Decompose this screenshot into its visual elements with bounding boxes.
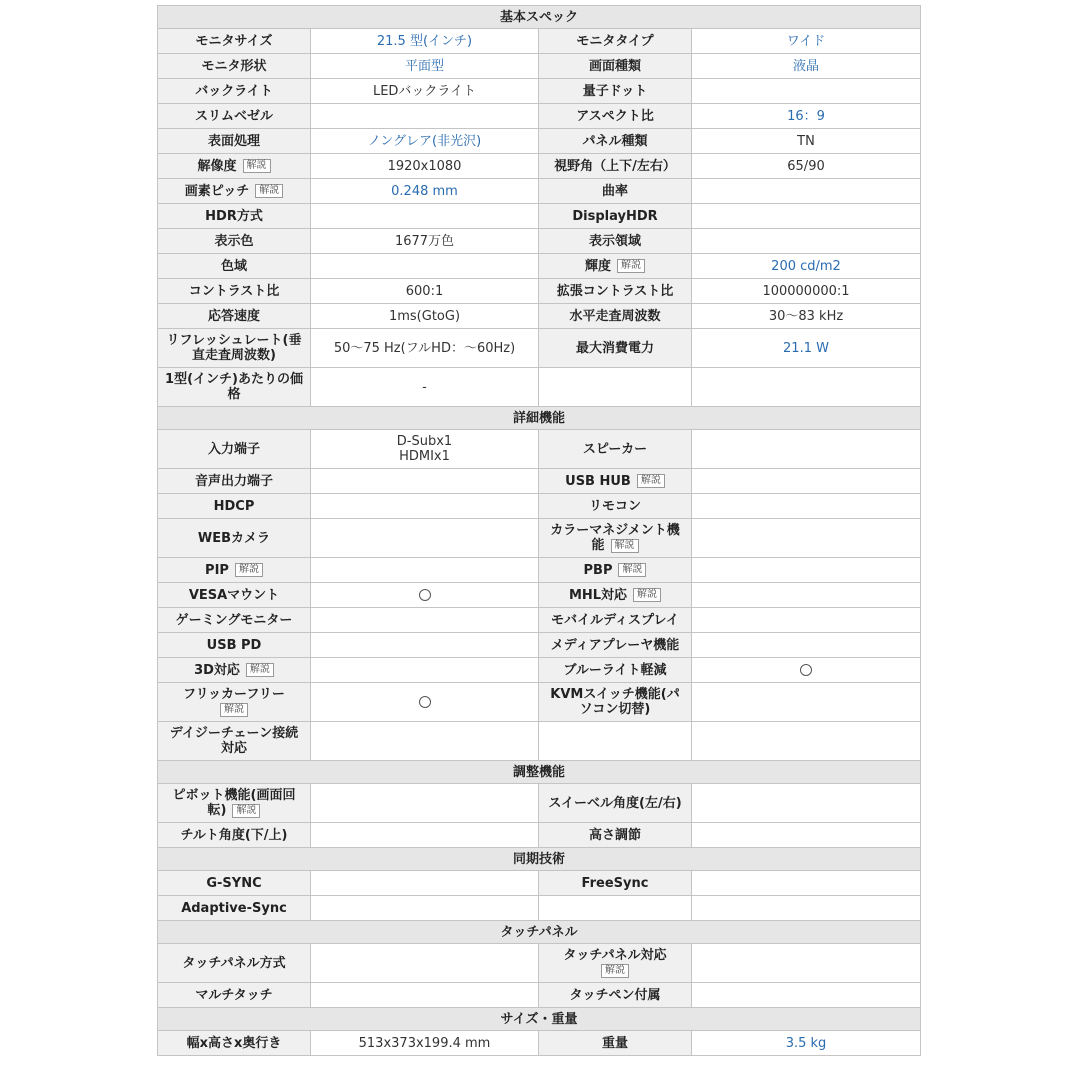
spec-value xyxy=(692,179,921,204)
label-text: 解像度 xyxy=(197,158,237,174)
spec-value xyxy=(311,469,539,494)
table-row xyxy=(158,129,921,154)
spec-label: チルト角度(下/上) xyxy=(158,823,311,848)
section-header-detail: 詳細機能 xyxy=(158,407,921,430)
label-text: PBP xyxy=(583,562,613,578)
table-row xyxy=(158,896,921,921)
weight-link[interactable]: 3.5 kg xyxy=(692,1031,921,1056)
spec-label: 幅x高さx奥行き xyxy=(158,1031,311,1056)
table-row xyxy=(158,658,921,683)
section-header-sync: 同期技術 xyxy=(158,848,921,871)
label-text: 輝度 xyxy=(584,258,611,274)
spec-value xyxy=(692,519,921,558)
section-header-adjust: 調整機能 xyxy=(158,761,921,784)
label-text: 格 xyxy=(227,387,241,402)
section-row-adjust xyxy=(158,761,921,784)
aspect-ratio-link[interactable]: 16：9 xyxy=(692,104,921,129)
table-row xyxy=(158,368,921,407)
spec-value: LEDバックライト xyxy=(311,79,539,104)
supported-circle-icon xyxy=(419,589,431,601)
spec-value xyxy=(692,944,921,983)
label-text: ピボット機能(画面回 xyxy=(172,788,296,803)
spec-label: 量子ドット xyxy=(539,79,692,104)
spec-value xyxy=(692,823,921,848)
spec-label: 画面種類 xyxy=(539,54,692,79)
spec-label: 視野角（上下/左右） xyxy=(539,154,692,179)
section-header-size: サイズ・重量 xyxy=(158,1008,921,1031)
spec-label: リモコン xyxy=(539,494,692,519)
spec-label: G-SYNC xyxy=(158,871,311,896)
spec-label: 最大消費電力 xyxy=(539,329,692,368)
spec-label: スピーカー xyxy=(539,430,692,469)
label-text: 転) xyxy=(207,803,227,818)
spec-label-pixel-pitch xyxy=(158,179,311,204)
explain-button[interactable]: 解説 xyxy=(601,964,629,978)
section-row-size xyxy=(158,1008,921,1031)
table-row xyxy=(158,722,921,761)
empty-cell xyxy=(692,722,921,761)
explain-button[interactable]: 解説 xyxy=(232,804,260,818)
spec-label: 音声出力端子 xyxy=(158,469,311,494)
spec-label: 表示領域 xyxy=(539,229,692,254)
table-row xyxy=(158,944,921,983)
spec-label: スリムベゼル xyxy=(158,104,311,129)
spec-value xyxy=(692,583,921,608)
spec-value xyxy=(692,494,921,519)
spec-value xyxy=(692,204,921,229)
spec-value xyxy=(311,104,539,129)
section-row-touch xyxy=(158,921,921,944)
spec-label: HDR方式 xyxy=(158,204,311,229)
empty-cell xyxy=(539,722,692,761)
table-row xyxy=(158,29,921,54)
explain-button[interactable]: 解説 xyxy=(633,588,661,602)
spec-value xyxy=(692,430,921,469)
spec-value: 600:1 xyxy=(311,279,539,304)
section-row-basic xyxy=(158,6,921,29)
spec-label: バックライト xyxy=(158,79,311,104)
vesa-value xyxy=(311,583,539,608)
spec-value xyxy=(311,658,539,683)
table-row xyxy=(158,784,921,823)
spec-label: HDCP xyxy=(158,494,311,519)
spec-value xyxy=(311,204,539,229)
spec-value xyxy=(692,79,921,104)
spec-value xyxy=(311,254,539,279)
bluelight-value xyxy=(692,658,921,683)
spec-value xyxy=(311,608,539,633)
spec-label: モニタタイプ xyxy=(539,29,692,54)
spec-label-color-mgmt xyxy=(539,519,692,558)
spec-value xyxy=(692,683,921,722)
spec-value: 30～83 kHz xyxy=(692,304,921,329)
label-text: デイジーチェーン接続 xyxy=(169,726,299,741)
spec-label: モニタサイズ xyxy=(158,29,311,54)
section-header-basic: 基本スペック xyxy=(158,6,921,29)
explain-button[interactable]: 解説 xyxy=(617,259,645,273)
spec-value: 1677万色 xyxy=(311,229,539,254)
spec-label: 重量 xyxy=(539,1031,692,1056)
spec-label: 表示色 xyxy=(158,229,311,254)
label-text: カラーマネジメント機 xyxy=(550,523,680,538)
spec-label: WEBカメラ xyxy=(158,519,311,558)
monitor-type-link[interactable]: ワイド xyxy=(692,29,921,54)
spec-value xyxy=(311,871,539,896)
input-ports-value xyxy=(311,430,539,469)
empty-cell xyxy=(692,896,921,921)
table-row xyxy=(158,558,921,583)
section-row-sync xyxy=(158,848,921,871)
spec-label-brightness xyxy=(539,254,692,279)
monitor-size-link[interactable]: 21.5 型(インチ) xyxy=(311,29,539,54)
brightness-link[interactable]: 200 cd/m2 xyxy=(692,254,921,279)
supported-circle-icon xyxy=(800,664,812,676)
table-row xyxy=(158,430,921,469)
spec-label: ゲーミングモニター xyxy=(158,608,311,633)
spec-value: 513x373x199.4 mm xyxy=(311,1031,539,1056)
spec-label-daisy xyxy=(158,722,311,761)
spec-label: 曲率 xyxy=(539,179,692,204)
spec-label: スイーベル角度(左/右) xyxy=(539,784,692,823)
table-row xyxy=(158,204,921,229)
table-row xyxy=(158,823,921,848)
label-text: 画素ピッチ xyxy=(184,183,250,199)
empty-cell xyxy=(539,896,692,921)
spec-value xyxy=(311,823,539,848)
table-row xyxy=(158,179,921,204)
supported-circle-icon xyxy=(419,696,431,708)
spec-label: コントラスト比 xyxy=(158,279,311,304)
table-row xyxy=(158,54,921,79)
spec-value xyxy=(311,519,539,558)
label-text: 1型(インチ)あたりの価 xyxy=(165,372,303,387)
spec-value: 65/90 xyxy=(692,154,921,179)
spec-label: 水平走査周波数 xyxy=(539,304,692,329)
spec-label: VESAマウント xyxy=(158,583,311,608)
spec-value xyxy=(311,983,539,1008)
table-row xyxy=(158,583,921,608)
power-link[interactable]: 21.1 W xyxy=(692,329,921,368)
input-port: D-Subx1 xyxy=(396,434,453,449)
spec-label: 表面処理 xyxy=(158,129,311,154)
spec-label-pbp xyxy=(539,558,692,583)
spec-label: アスペクト比 xyxy=(539,104,692,129)
table-row xyxy=(158,1031,921,1056)
label-text: タッチパネル対応 xyxy=(563,948,667,963)
empty-cell xyxy=(539,368,692,407)
monitor-shape-link[interactable]: 平面型 xyxy=(311,54,539,79)
label-text: 直走査周波数) xyxy=(192,348,276,363)
spec-label: USB PD xyxy=(158,633,311,658)
spec-value xyxy=(692,633,921,658)
spec-value xyxy=(311,944,539,983)
spec-value: - xyxy=(311,368,539,407)
screen-type-link[interactable]: 液晶 xyxy=(692,54,921,79)
spec-label-pivot xyxy=(158,784,311,823)
spec-value: 50～75 Hz(フルHD：～60Hz) xyxy=(311,329,539,368)
table-row xyxy=(158,683,921,722)
spec-value: TN xyxy=(692,129,921,154)
spec-label: Adaptive-Sync xyxy=(158,896,311,921)
spec-label: モニタ形状 xyxy=(158,54,311,79)
spec-label: 高さ調節 xyxy=(539,823,692,848)
spec-label: タッチペン付属 xyxy=(539,983,692,1008)
spec-label-pip xyxy=(158,558,311,583)
spec-value xyxy=(692,469,921,494)
spec-label-3d xyxy=(158,658,311,683)
label-text: KVMスイッチ機能(パ xyxy=(550,687,680,702)
explain-button[interactable]: 解説 xyxy=(618,563,646,577)
spec-value xyxy=(311,494,539,519)
spec-value xyxy=(311,722,539,761)
spec-value xyxy=(692,871,921,896)
pixel-pitch-link[interactable]: 0.248 mm xyxy=(311,179,539,204)
label-text: MHL対応 xyxy=(568,587,628,603)
table-row xyxy=(158,608,921,633)
explain-button[interactable]: 解説 xyxy=(637,474,665,488)
spec-label: FreeSync xyxy=(539,871,692,896)
table-row xyxy=(158,79,921,104)
spec-value xyxy=(692,229,921,254)
label-text: リフレッシュレート(垂 xyxy=(166,333,302,348)
flicker-value xyxy=(311,683,539,722)
spec-label: メディアプレーヤ機能 xyxy=(539,633,692,658)
table-row xyxy=(158,254,921,279)
spec-label: ブルーライト軽減 xyxy=(539,658,692,683)
table-row xyxy=(158,279,921,304)
explain-button[interactable]: 解説 xyxy=(255,184,283,198)
spec-label-refresh xyxy=(158,329,311,368)
explain-button[interactable]: 解説 xyxy=(243,159,271,173)
spec-label-kvm xyxy=(539,683,692,722)
label-text: 対応 xyxy=(220,741,247,756)
spec-label-mhl xyxy=(539,583,692,608)
spec-value xyxy=(311,558,539,583)
table-row xyxy=(158,469,921,494)
label-text: USB HUB xyxy=(565,473,631,489)
table-row xyxy=(158,229,921,254)
spec-label: DisplayHDR xyxy=(539,204,692,229)
spec-label-price xyxy=(158,368,311,407)
table-row xyxy=(158,154,921,179)
spec-value: 100000000:1 xyxy=(692,279,921,304)
spec-label: モバイルディスプレイ xyxy=(539,608,692,633)
table-row xyxy=(158,519,921,558)
explain-button[interactable]: 解説 xyxy=(220,703,248,717)
section-header-touch: タッチパネル xyxy=(158,921,921,944)
table-row xyxy=(158,494,921,519)
spec-label-flicker xyxy=(158,683,311,722)
spec-value xyxy=(311,896,539,921)
table-row xyxy=(158,329,921,368)
label-text: フリッカーフリー xyxy=(183,687,285,702)
spec-value xyxy=(311,633,539,658)
spec-label-resolution xyxy=(158,154,311,179)
spec-label: パネル種類 xyxy=(539,129,692,154)
spec-label: 応答速度 xyxy=(158,304,311,329)
spec-value: 1920x1080 xyxy=(311,154,539,179)
label-text: 能 xyxy=(591,538,605,553)
spec-label: 拡張コントラスト比 xyxy=(539,279,692,304)
explain-button[interactable]: 解説 xyxy=(611,539,639,553)
input-port: HDMIx1 xyxy=(399,449,450,464)
table-row xyxy=(158,871,921,896)
surface-link[interactable]: ノングレア(非光沢) xyxy=(311,129,539,154)
empty-cell xyxy=(692,368,921,407)
spec-value xyxy=(692,983,921,1008)
spec-label: 色域 xyxy=(158,254,311,279)
table-row xyxy=(158,633,921,658)
spec-value xyxy=(311,784,539,823)
spec-label-touch-support xyxy=(539,944,692,983)
explain-button[interactable]: 解説 xyxy=(246,663,274,677)
spec-value xyxy=(692,608,921,633)
table-row xyxy=(158,983,921,1008)
label-text: ソコン切替) xyxy=(579,702,651,717)
label-text: PIP xyxy=(205,562,229,578)
spec-label: 入力端子 xyxy=(158,430,311,469)
table-row xyxy=(158,304,921,329)
section-row-detail xyxy=(158,407,921,430)
spec-label: タッチパネル方式 xyxy=(158,944,311,983)
spec-value xyxy=(692,784,921,823)
spec-label-usb-hub xyxy=(539,469,692,494)
table-row xyxy=(158,104,921,129)
spec-table xyxy=(157,5,921,1056)
spec-value: 1ms(GtoG) xyxy=(311,304,539,329)
spec-label: マルチタッチ xyxy=(158,983,311,1008)
explain-button[interactable]: 解説 xyxy=(235,563,263,577)
spec-value xyxy=(692,558,921,583)
label-text: 3D対応 xyxy=(194,662,240,678)
